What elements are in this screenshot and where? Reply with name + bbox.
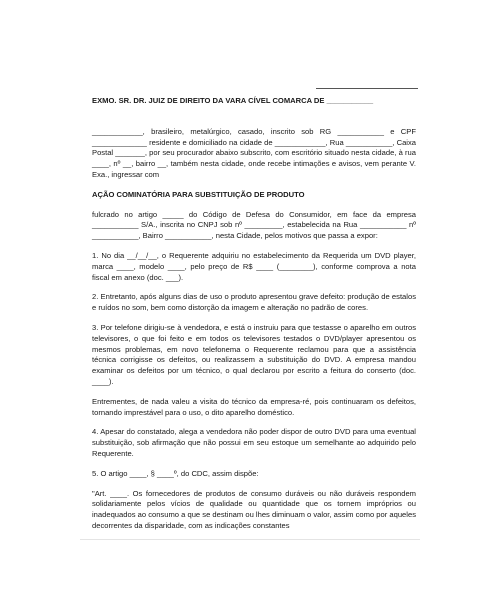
- signature-line: [316, 88, 418, 89]
- page-bottom-divider: [80, 539, 420, 540]
- paragraph-2: 2. Entretanto, após alguns dias de uso o produto apresentou grave defeito: produção de estalos e ruídos no som, bem como distorção da imagem e alteração no padrão de cores.: [92, 292, 416, 313]
- plaintiff-qualification: ____________, brasileiro, metalúrgico, casado, inscrito sob RG ___________ e CPF _____________ residente e domiciliado na cidade de ____________, Rua ___________, Caixa Postal _______, por seu procurador abaixo subscrito, com escritório situado nesta cidade, à rua ____, nº __, bairro __, também nesta cidade, onde recebe intimações e avisos, vem perante V. Exa., ingressar com: [92, 126, 416, 179]
- action-title: AÇÃO COMINATÓRIA PARA SUBSTITUIÇÃO DE PRODUTO: [92, 189, 305, 199]
- petition-document: [92, 96, 416, 532]
- court-address-heading: EXMO. SR. DR. JUIZ DE DIREITO DA VARA CÍVEL COMARCA DE ___________: [92, 96, 374, 105]
- paragraph-1: 1. No dia __/__/__, o Requerente adquiriu no estabelecimento da Requerida um DVD player, marca ____, modelo ____, pelo preço de R$ ____ (________), conforme comprova a nota fiscal em anexo (doc. ___).: [92, 250, 416, 282]
- paragraph-3: 3. Por telefone dirigiu-se à vendedora, e está o instruiu para que testasse o aparelho em outros televisores, o que foi feito e em todos os televisores testados o DVD/player apresentou os mesmos problemas, em novo telefonema o Requerente reclamou para que a assistência técnica corrigisse os defeitos, ou realizassem a substituição do DVD. A empresa mandou examinar os defeitos por um técnico, o qual declarou por escrito a feitura do conserto (doc. ____).: [92, 322, 416, 386]
- paragraph-4: 4. Apesar do constatado, alega a vendedora não poder dispor de outro DVD para uma eventual substituição, sob afirmação que não possui em seu estoque um semelhante ao adquirido pelo Requerente.: [92, 427, 416, 458]
- quoted-article: "Art. ____. Os fornecedores de produtos de consumo duráveis ou não duráveis respondem solidariamente pelos vícios de qualidade ou quantidade que os tornem impróprios ou inadequados ao consumo a que se destinam ou lhes diminuam o valor, assim como por aqueles decorrentes da disparidade, com as indicações constantes: [92, 488, 416, 530]
- paragraph-5: 5. O artigo ____, § ____º, do CDC, assim dispõe:: [92, 468, 259, 478]
- intro-paragraph: fulcrado no artigo _____ do Código de Defesa do Consumidor, em face da empresa ___________ S/A., inscrita no CNPJ sob nº _________, estabelecida na Rua ___________ nº ___________, Bairro ___________, nesta Cidade, pelos motivos que passa a expor:: [92, 209, 416, 241]
- paragraph-entrementes: Entrementes, de nada valeu a visita do técnico da empresa-ré, pois continuaram os defeitos, tornando imprestável para o uso, o dito aparelho doméstico.: [92, 396, 416, 417]
